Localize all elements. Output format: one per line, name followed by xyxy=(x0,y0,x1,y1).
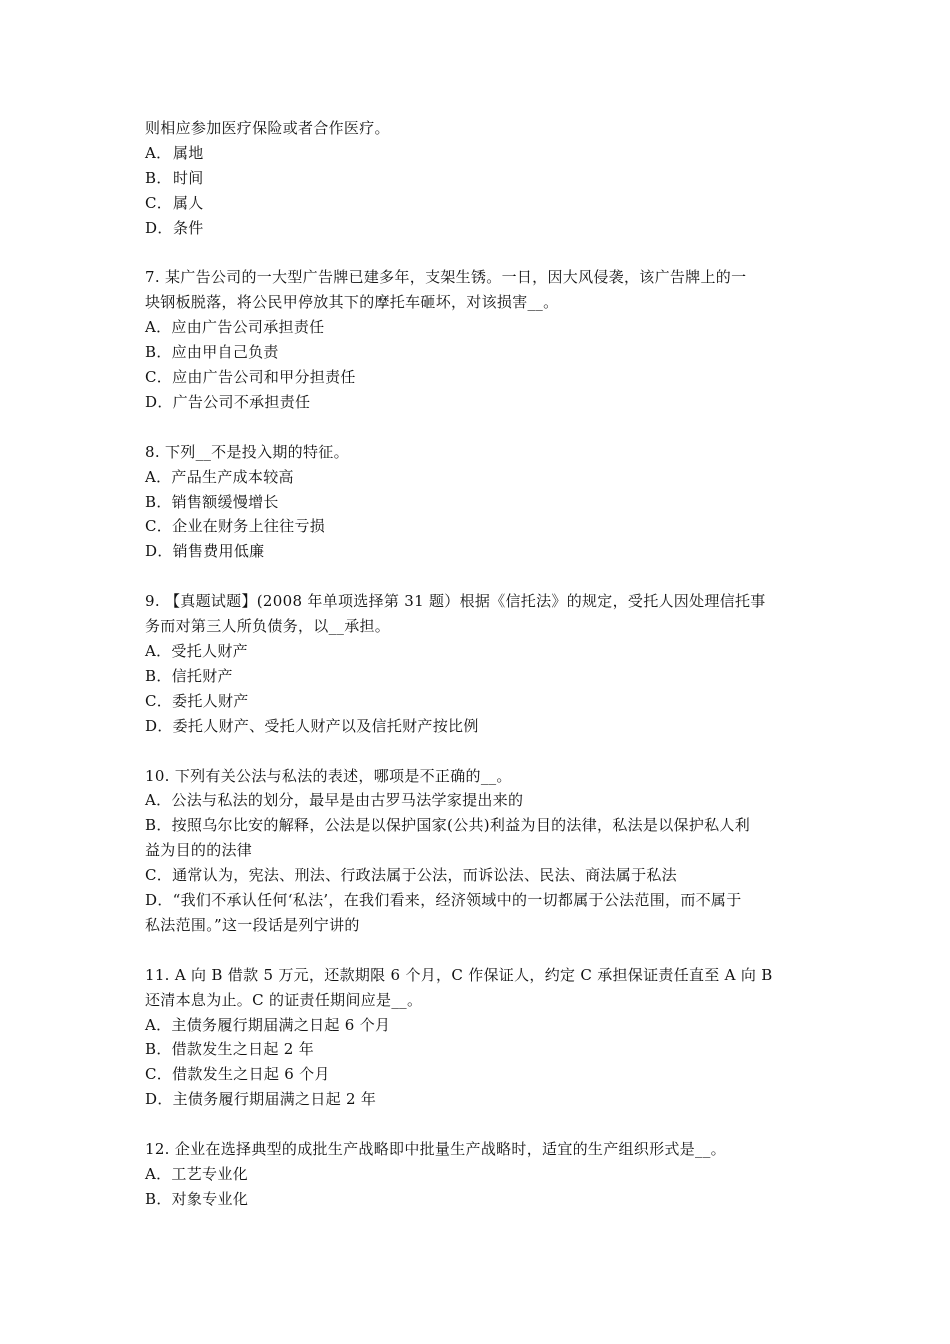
option-text: 属地 xyxy=(173,143,204,162)
option-b: B．借款发生之日起 2 年 xyxy=(145,1040,315,1059)
option-letter: B． xyxy=(145,168,172,187)
option-b: B．销售额缓慢增长 xyxy=(145,492,279,511)
question-text: 还清本息为止。C 的证责任期间应是__。 xyxy=(145,990,423,1009)
question-9 xyxy=(145,589,810,738)
question-12 xyxy=(145,1137,810,1212)
option-text: 属人 xyxy=(173,193,204,212)
option-b: B．按照乌尔比安的解释，公法是以保护国家(公共)利益为目的法律，私法是以保护私人利 xyxy=(145,816,751,835)
option-d: D．委托人财产、受托人财产以及信托财产按比例 xyxy=(145,716,479,735)
option-d: D．广告公司不承担责任 xyxy=(145,392,311,411)
option-c: C．借款发生之日起 6 个月 xyxy=(145,1065,330,1084)
question-text: 8. 下列__不是投入期的特征。 xyxy=(145,442,349,461)
option-text: 条件 xyxy=(173,218,204,237)
option-a: A．产品生产成本较高 xyxy=(145,467,294,486)
option-a: A．应由广告公司承担责任 xyxy=(145,318,325,337)
option-c: C．应由广告公司和甲分担责任 xyxy=(145,368,356,387)
option-letter: A． xyxy=(145,143,172,162)
option-text: 时间 xyxy=(173,168,204,187)
option-a xyxy=(145,141,810,166)
option-a: A．主债务履行期届满之日起 6 个月 xyxy=(145,1015,391,1034)
option-b: B．对象专业化 xyxy=(145,1189,249,1208)
question-text: 块钢板脱落，将公民甲停放其下的摩托车砸坏，对该损害__。 xyxy=(145,293,559,312)
question-text: 7. 某广告公司的一大型广告牌已建多年，支架生锈。一日，因大风侵袭，该广告牌上的一 xyxy=(145,268,747,287)
question-10 xyxy=(145,764,810,938)
option-c: C．企业在财务上往往亏损 xyxy=(145,517,326,536)
option-d-continued: 私法范围。”这一段话是列宁讲的 xyxy=(145,915,360,934)
option-letter: C． xyxy=(145,193,173,212)
question-6-fragment xyxy=(145,116,810,241)
option-b-continued: 益为目的的法律 xyxy=(145,841,253,860)
option-c: C．委托人财产 xyxy=(145,691,249,710)
question-11 xyxy=(145,963,810,1112)
option-a: A．工艺专业化 xyxy=(145,1164,248,1183)
question-text: 10. 下列有关公法与私法的表述，哪项是不正确的__。 xyxy=(145,766,512,785)
option-letter: D． xyxy=(145,218,173,237)
option-b xyxy=(145,166,810,191)
question-text: 务而对第三人所负债务，以__承担。 xyxy=(145,617,391,636)
question-text: 12. 企业在选择典型的成批生产战略即中批量生产战略时，适宜的生产组织形式是__。 xyxy=(145,1140,726,1159)
option-a: A．受托人财产 xyxy=(145,641,248,660)
option-d: D．销售费用低廉 xyxy=(145,542,265,561)
document-page xyxy=(145,116,810,1237)
question-text: 9. 【真题试题】(2008 年单项选择第 31 题）根据《信托法》的规定，受托人因处理信托事 xyxy=(145,592,766,611)
option-d xyxy=(145,216,810,241)
question-text: 则相应参加医疗保险或者合作医疗。 xyxy=(145,119,390,137)
question-text: 11. A 向 B 借款 5 万元，还款期限 6 个月，C 作保证人，约定 C 承担保证责任直至 A 向 B xyxy=(145,965,773,984)
question-7 xyxy=(145,265,810,414)
option-b: B．信托财产 xyxy=(145,666,233,685)
option-b: B．应由甲自己负责 xyxy=(145,343,279,362)
option-c: C．通常认为，宪法、刑法、行政法属于公法，而诉讼法、民法、商法属于私法 xyxy=(145,866,677,885)
question-8 xyxy=(145,440,810,565)
option-a: A．公法与私法的划分，最早是由古罗马法学家提出来的 xyxy=(145,791,524,810)
option-d: D．主债务履行期届满之日起 2 年 xyxy=(145,1090,377,1109)
option-d: D．“我们不承认任何‘私法’，在我们看来，经济领域中的一切都属于公法范围，而不属于 xyxy=(145,891,742,910)
option-c xyxy=(145,191,810,216)
